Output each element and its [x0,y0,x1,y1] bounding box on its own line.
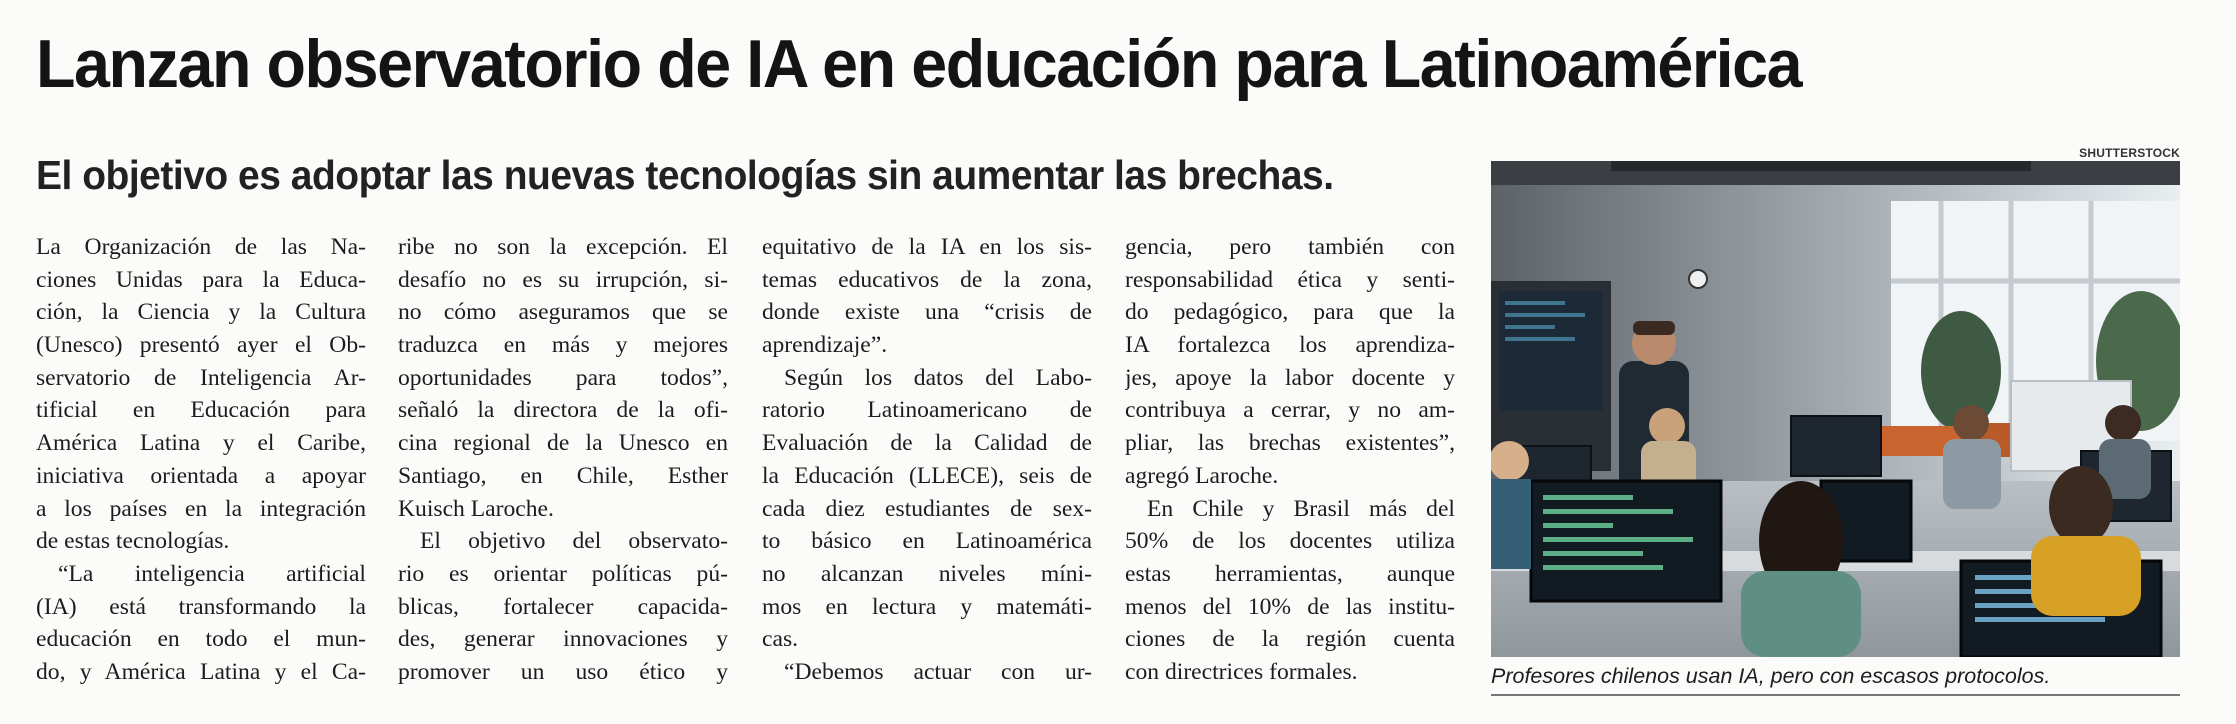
article-text-line: En Chile y Brasil más del [1147,495,1455,522]
article-text-line: des, generar innovaciones y [398,626,728,653]
article-text-line: agregó Laroche. [1125,462,1279,489]
article-text-line: de estas tecnologías. [36,528,230,555]
article-text-line: Kuisch Laroche. [398,495,554,522]
article-text-line: cada diez estudiantes de sex- [762,495,1092,522]
article-text-line: responsabilidad ética y senti- [1125,266,1455,293]
article-text-line: la Educación (LLECE), seis de [762,462,1092,489]
article-column-1 [36,231,366,689]
article-text-line: cas. [762,626,799,653]
article-text-line: iniciativa orientada a apoyar [36,462,366,489]
article-text-line: do, y América Latina y el Ca- [36,658,366,685]
article-text-line: menos del 10% de las institu- [1125,593,1455,620]
article-text-line: promover un uso ético y [398,658,728,685]
article-text-line: no cómo aseguramos que se [398,299,728,326]
article-text-line: “La inteligencia artificial [58,560,366,587]
article-text-line: El objetivo del observato- [420,528,728,555]
article-text-line: señaló la directora de la ofi- [398,397,728,424]
article-text-line: aprendizaje”. [762,332,888,359]
classroom-illustration [1491,161,2180,657]
article-text-line: contribuya a cerrar, y no am- [1125,397,1455,424]
article-column-2 [398,231,728,689]
article-text-line: estas herramientas, aunque [1125,560,1455,587]
article-text-line: Evaluación de la Calidad de [762,430,1092,457]
article-text-line: desafío no es su irrupción, si- [398,266,728,293]
article-text-line: “Debemos actuar con ur- [784,658,1092,685]
article-text-line: ciones de la región cuenta [1125,626,1455,653]
article-text-line: educación en todo el mun- [36,626,366,653]
article-text-line: ribe no son la excepción. El [398,234,728,260]
article-text-line: Según los datos del Labo- [784,364,1092,391]
photo-caption: Profesores chilenos usan IA, pero con escasos protocolos. [1491,664,2051,688]
article-column-4 [1125,231,1455,689]
article-column-3 [762,231,1092,689]
article-text-line: no alcanzan niveles míni- [762,560,1092,587]
article-text-line: IA fortalezca los aprendiza- [1125,332,1455,359]
article-text-line: to básico en Latinoamérica [762,528,1092,555]
photo-credit: SHUTTERSTOCK [2079,146,2180,160]
article-text-line: blicas, fortalecer capacida- [398,593,728,620]
article-text-line: La Organización de las Na- [36,234,366,260]
article-text-line: traduzca en más y mejores [398,332,728,359]
article-photo [1491,161,2180,657]
article-text-line: América Latina y el Caribe, [36,430,366,457]
headline: Lanzan observatorio de IA en educación para Latinoamérica [36,26,1802,102]
article-text-line: (IA) está transformando la [36,593,366,620]
article-text-line: cina regional de la Unesco en [398,430,728,457]
article-text-line: equitativo de la IA en los sis- [762,234,1092,260]
article-text-line: servatorio de Inteligencia Ar- [36,364,366,391]
article-text-line: con directrices formales. [1125,658,1358,685]
caption-rule [1491,694,2180,696]
article-text-line: ratorio Latinoamericano de [762,397,1092,424]
article-text-line: Santiago, en Chile, Esther [398,462,728,489]
article-text-line: ciones Unidas para la Educa- [36,266,366,293]
deck-subtitle: El objetivo es adoptar las nuevas tecnologías sin aumentar las brechas. [36,152,1334,198]
article-text-line: 50% de los docentes utiliza [1125,528,1455,555]
article-text-line: ción, la Ciencia y la Cultura [36,299,366,326]
article-text-line: donde existe una “crisis de [762,299,1092,326]
article-text-line: a los países en la integración [36,495,366,522]
article-text-line: pliar, las brechas existentes”, [1125,430,1455,457]
article-text-line: jes, apoye la labor docente y [1125,364,1455,391]
article-text-line: temas educativos de la zona, [762,266,1092,293]
article-text-line: do pedagógico, para que la [1125,299,1455,326]
article-text-line: mos en lectura y matemáti- [762,593,1092,620]
article-text-line: gencia, pero también con [1125,234,1455,260]
article-text-line: oportunidades para todos”, [398,364,728,391]
article-text-line: tificial en Educación para [36,397,366,424]
article-text-line: rio es orientar políticas pú- [398,560,728,587]
article-text-line: (Unesco) presentó ayer el Ob- [36,332,366,359]
